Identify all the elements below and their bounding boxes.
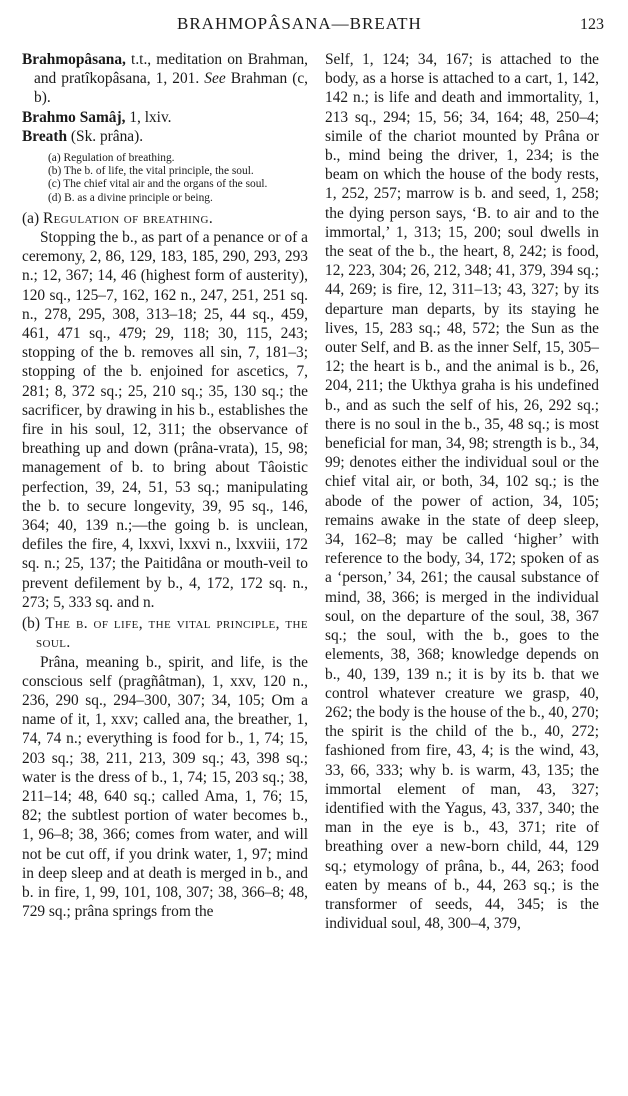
section-title: The b. of life, the vital principle, the soul. — [36, 615, 308, 652]
cross-reference: Brahman (c, b). — [34, 70, 309, 107]
entry-text: 1, lxiv. — [125, 108, 172, 126]
section-a-body: Stopping the b., as part of a penance or of a ceremony, 2, 86, 129, 183, 185, 290, 293, 293 n.; 12, 367; 14, 46 (highest form of austerity), 120 sq., 125–7, 162, 162 n., 247, 251, 251 sq. n., 278, 295, 308, 313–18; 25, 44 sq., 459, 461, 471 sq., 479; 29, 118; 30, 115, 243; stopping of the b. removes all sin, 7, 181–3; stopping of the b. enjoined for ascetics, 7, 281; 8, 372 sq.; 25, 210 sq.; 35, 130 sq.; the sacrificer, by drawing in his b., establishes the fire in his soul, 12, 311; the observance of breathing up and down (prâna-vrata), 15, 98; management of b. to bring about Tâoistic perfection, 39, 24, 51, 53 sq.; manipulating the b. to secure longevity, 39, 95 sq., 146, 364; 40, 139 n.;—the going b. is unclean, defiles the fire, 4, lxxvi, lxxvi n., lxxviii, 172 sq. n.; 25, 137; the Paitidâna or mouth-veil to prevent defilement by b., 4, 172, 172 sq. n., 273; 5, 333 sq. and n. — [22, 229, 308, 611]
entry-brahmopasana — [22, 50, 308, 108]
see-label: See — [204, 70, 226, 88]
entry-text: t.t., meditation on Brahman, and pratîkopâsana, 1, 201. — [34, 51, 308, 88]
left-column — [22, 50, 308, 921]
section-title: Regulation of breathing. — [42, 209, 214, 227]
subdivision-item: (d) B. as a divine principle or being. — [48, 191, 213, 204]
page-header — [22, 12, 610, 36]
entry-brahmo-samaj — [22, 108, 308, 127]
running-head: BRAHMOPÂSANA—BREATH — [177, 14, 422, 33]
right-column-body: Self, 1, 124; 34, 167; is attached to the body, as a horse is attached to a cart, 1, 142, 142 n.; is life and death and immortality, 1, 213 sq., 294; 15, 56; 34, 164; 48, 250–4; simile of the chariot mounted by Prâna or b., mind being the driver, 1, 234; is the beam on which the house of the body rests, 1, 252, 257; marrow is b. and seed, 1, 258; the dying person says, ‘B. to air and to the immortal,’ 1, 313; 15, 200; soul dwells in the seat of the b., the heart, 8, 242; is food, 12, 223, 304; 26, 212, 348; 41, 379, 394 sq.; 44, 269; is fire, 12, 311–13; 43, 327; by its departure man departs, by its staying he lives, 15, 283 sq.; 48, 572; the Sun as the outer Self, and B. as the inner Self, 15, 305–12; the heart is b., and the animal is b., 26, 204, 211; the Ukthya graha is his undefined b., and as such the self of his, 26, 292 sq.; there is no soul in the b., 35, 48 sq.; is most beneficial for man, 34, 98; strength is b., 34, 99; denotes either the individual soul or the chief vital air, or both, 34, 102 sq.; is the abode of the power of action, 34, 105; remains awake in the state of deep sleep, 34, 162–8; may be called ‘higher’ with reference to the body, 34, 172; spoken of as a ‘person,’ 34, 261; the causal substance of mind, 38, 366; is merged in the individual soul, on the departure of the soul, 38, 367 sq.; the soul, with the b., goes to the elements, 38, 368; knowledge depends on b., 40, 139, 139 n.; it is by its b. that we control whatever creature we grasp, 40, 262; the body is the house of the b., 40, 270; the spirit is the child of the b., 40, 272; fashioned from fire, 43, 4; is the wind, 43, 33, 66, 333; why b. is warm, 43, 135; the immortal element of man, 43, 327; identified with the Yagus, 43, 337, 340; the man in the eye is b., 43, 371; rite of breathing over a new-born child, 44, 129 sq.; etymology of prâna, b., 44, 263; food eaten by means of b., 44, 263 sq.; is the transformer of seeds, 44, 345; is the individual soul, 48, 300–4, 379, — [325, 51, 600, 933]
subdivision-list — [22, 152, 308, 205]
entry-breath — [22, 127, 308, 146]
section-heading-b — [22, 614, 308, 652]
right-column — [325, 50, 599, 933]
subdivision-item: (a) Regulation of breathing. — [48, 152, 175, 165]
section-b-body: Prâna, meaning b., spirit, and life, is the conscious self (pragñâtman), 1, xxv, 120 n., 236, 290 sq., 294–300, 307; 34, 105; Om a name of it, 1, xxv; called ana, the breather, 1, 74, 74 n.; everything is food for b., 1, 74; 15, 203 sq.; 38, 211, 213, 309 sq.; 43, 398 sq.; water is the dress of b., 1, 74; 15, 203 sq.; 38, 211–14; 48, 640 sq.; called Ama, 1, 76; 15, 82; the subtlest portion of water becomes b., 1, 96–8; 38, 366; comes from water, and will not be cut off, if you drink water, 1, 97; mind in deep sleep and at death is merged in b., and b. in fire, 1, 99, 101, 108, 307; 38, 366–8; 48, 729 sq.; prâna springs from the — [22, 653, 308, 921]
section-label: (b) — [22, 615, 40, 633]
section-heading-a — [22, 209, 308, 228]
subdivision-item: (c) The chief vital air and the organs of the soul. — [48, 178, 268, 191]
section-label: (a) — [22, 209, 40, 227]
subdivision-item: (b) The b. of life, the vital principle, the soul. — [48, 165, 254, 178]
page-number: 123 — [580, 16, 604, 33]
entry-term: Breath — [22, 127, 68, 145]
entry-text: (Sk. prâna). — [67, 127, 144, 145]
entry-term: Brahmopâsana, — [22, 51, 126, 68]
entry-term: Brahmo Samâj, — [22, 108, 126, 126]
